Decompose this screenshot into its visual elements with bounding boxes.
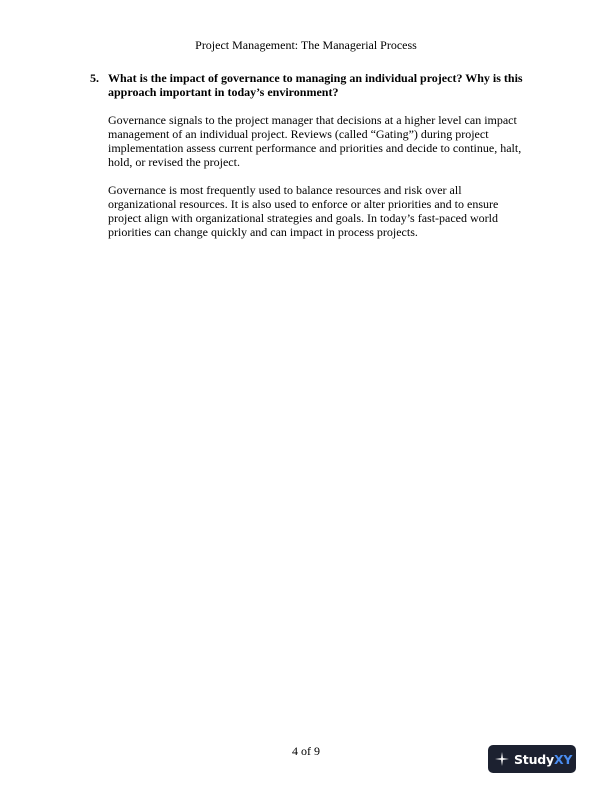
brand-main: Study bbox=[514, 751, 554, 767]
studyxy-badge[interactable] bbox=[488, 745, 576, 773]
studyxy-logo-text bbox=[514, 752, 572, 767]
plus-sparkle-icon bbox=[495, 752, 509, 766]
answer-paragraph: Governance is most frequently used to balance resources and risk over all organizational resources. It is also used to enforce or alter priorities and to ensure project align with organizational strategies and goals. In today’s fast-paced world priorities can change quickly and can impact in process projects. bbox=[108, 183, 499, 239]
question-text: What is the impact of governance to managing an individual project? Why is this approach important in today’s environment? bbox=[108, 71, 523, 99]
answer-block bbox=[108, 113, 530, 239]
running-header: Project Management: The Managerial Process bbox=[195, 38, 417, 52]
question-number: 5. bbox=[90, 71, 99, 85]
brand-accent: XY bbox=[553, 751, 573, 767]
question-block bbox=[90, 71, 530, 239]
page-number: 4 of 9 bbox=[292, 744, 320, 758]
answer-paragraph: Governance signals to the project manager that decisions at a higher level can impact management of an individual project. Reviews (called “Gating”) during project implementation assess current performance and priorities and decide to continue, halt, hold, or revised the project. bbox=[108, 113, 522, 169]
